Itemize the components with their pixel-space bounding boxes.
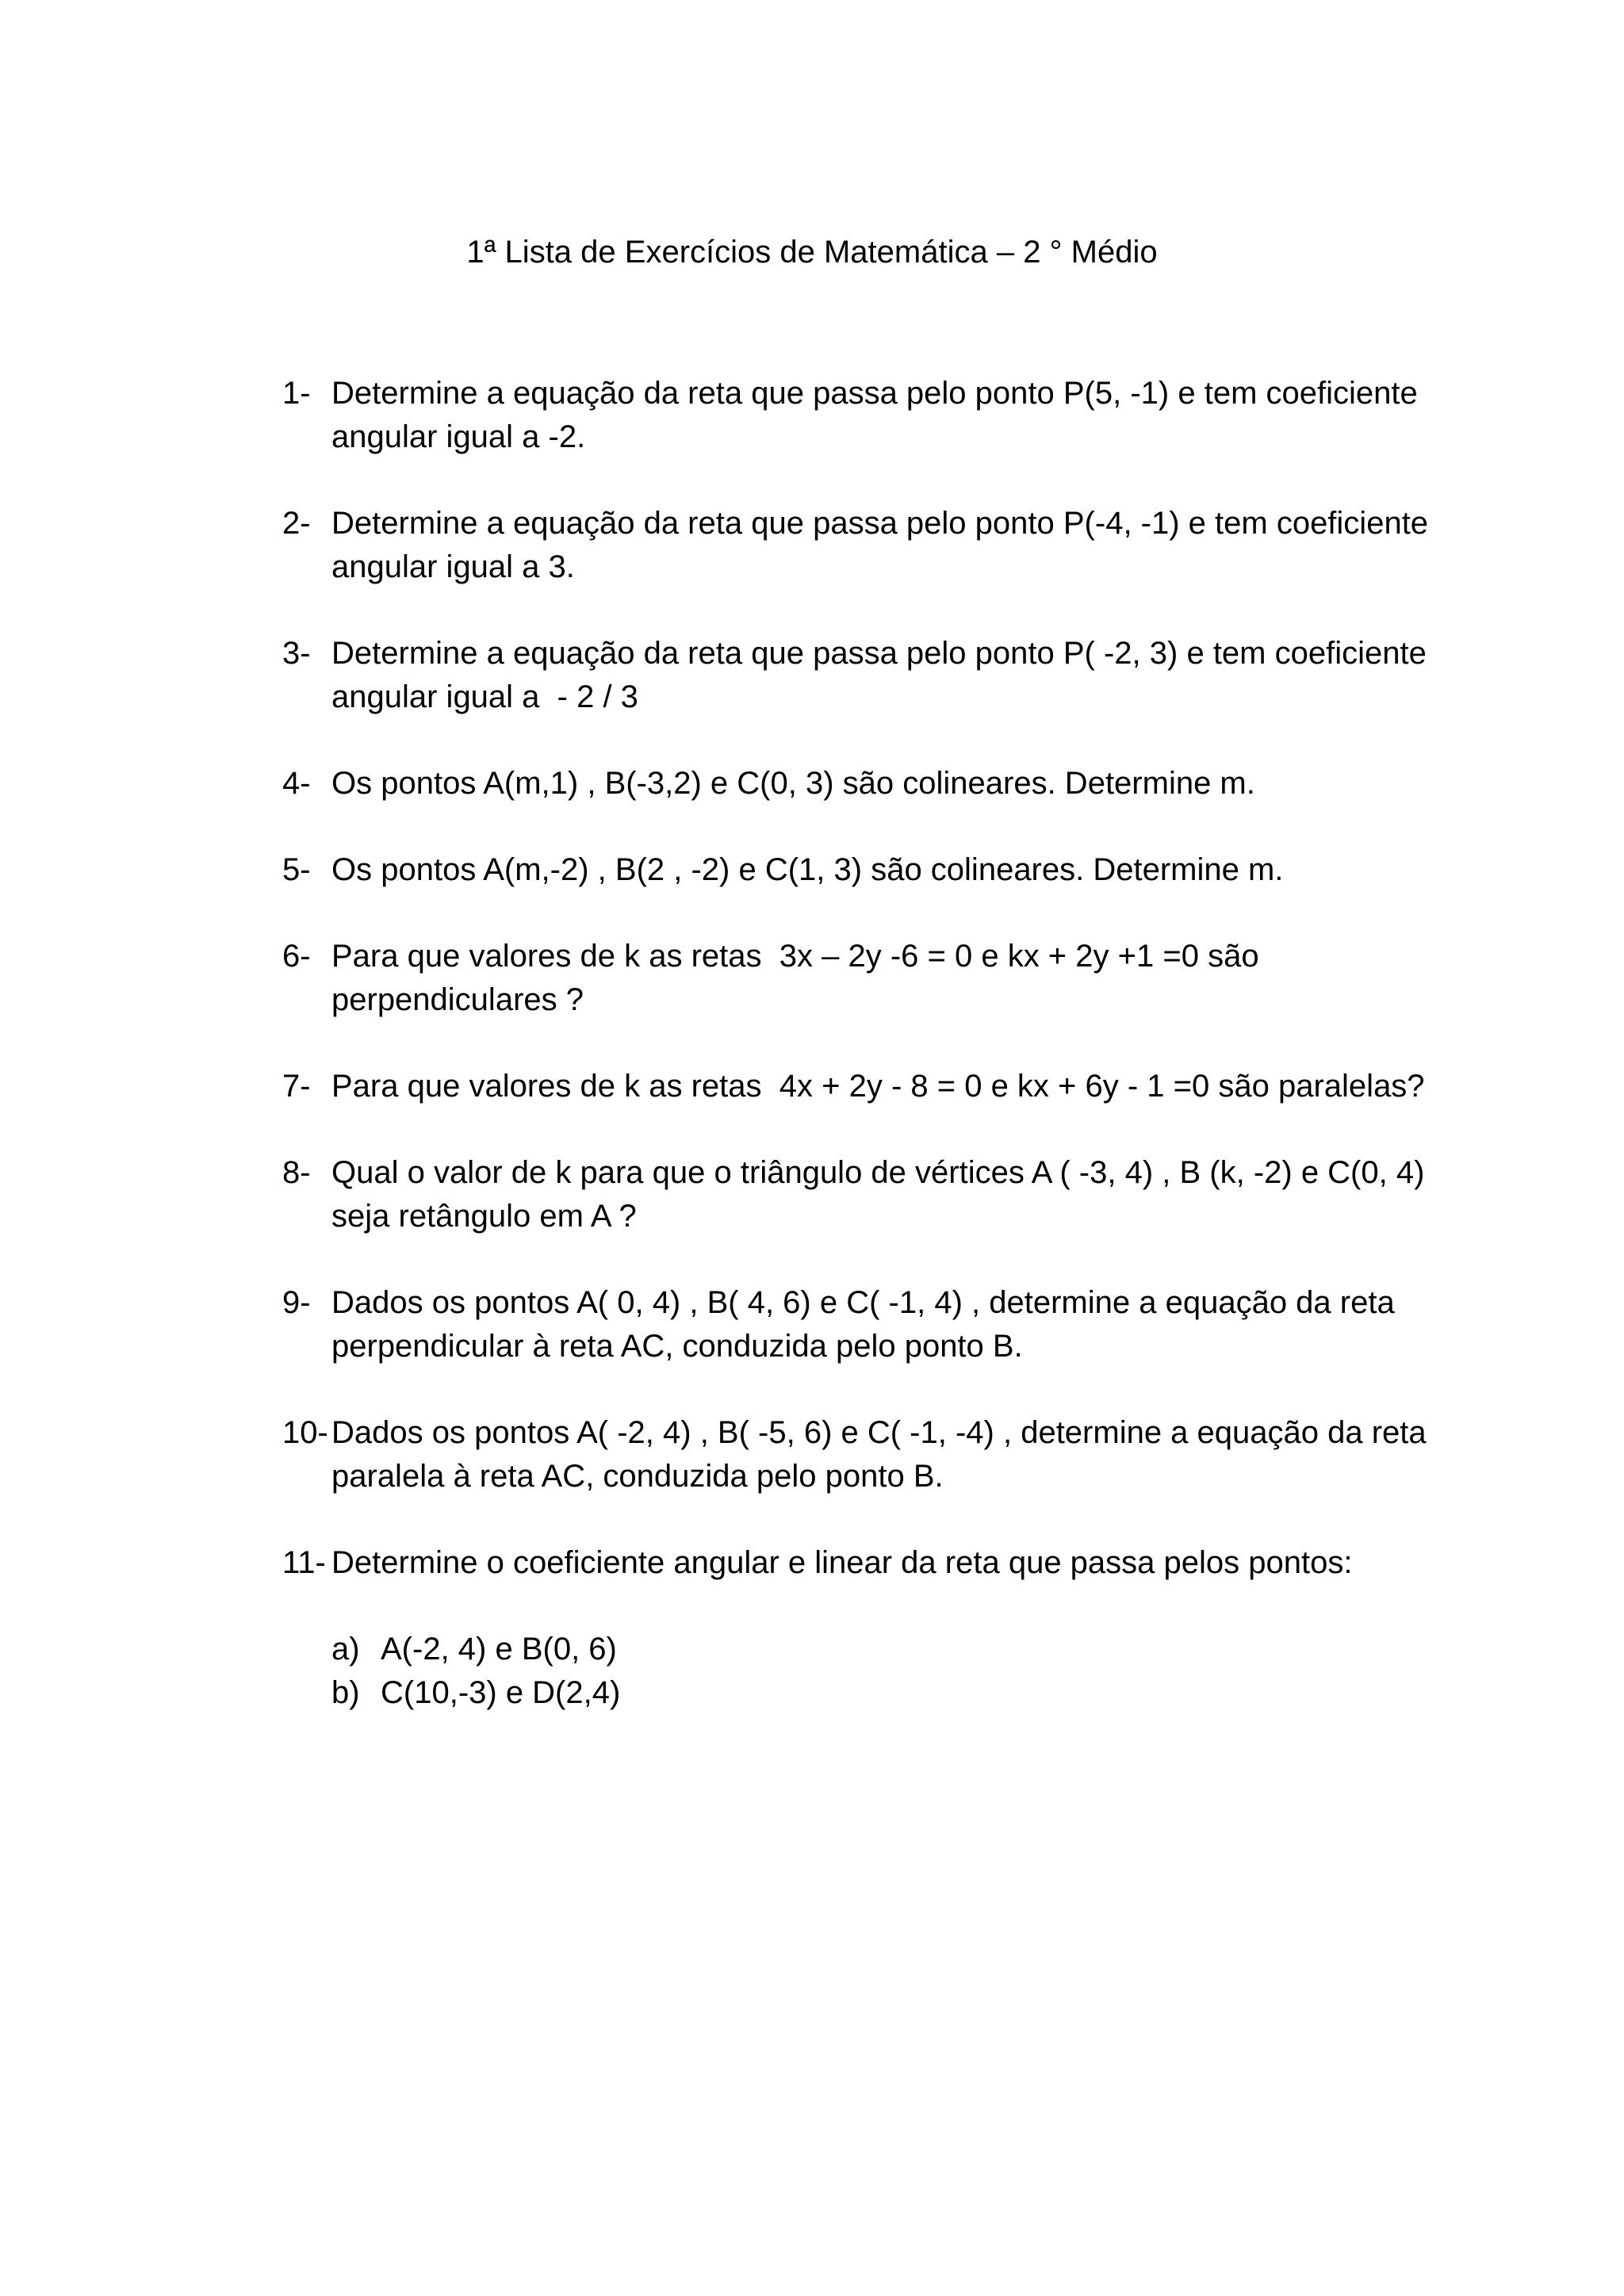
exercise-item xyxy=(282,1281,1488,1368)
exercise-text: Determine a equação da reta que passa pelo ponto P(-4, -1) e tem coeficiente angular igual a 3. xyxy=(331,506,1438,584)
exercise-number: 1- xyxy=(282,376,311,411)
sub-item-text: C(10,-3) e D(2,4) xyxy=(381,1675,621,1710)
exercise-item xyxy=(282,1151,1488,1238)
exercise-item xyxy=(282,762,1488,806)
sub-item-list xyxy=(331,1628,1488,1715)
exercise-text: Determine o coeficiente angular e linear da reta que passa pelos pontos: xyxy=(331,1545,1353,1580)
page-title: 1ª Lista de Exercícios de Matemática – 2 ° Médio xyxy=(466,235,1158,270)
exercise-item xyxy=(282,1411,1488,1498)
exercise-number: 3- xyxy=(282,636,311,671)
exercise-text: Determine a equação da reta que passa pelo ponto P(5, -1) e tem coeficiente angular igual a -2. xyxy=(331,376,1427,454)
exercise-number: 10- xyxy=(282,1415,328,1450)
exercise-text: Os pontos A(m,-2) , B(2 , -2) e C(1, 3) são colineares. Determine m. xyxy=(331,852,1284,887)
exercise-text: Determine a equação da reta que passa pelo ponto P( -2, 3) e tem coeficiente angular igual a - 2 / 3 xyxy=(331,636,1435,714)
sub-item xyxy=(331,1628,1488,1671)
exercise-number: 5- xyxy=(282,852,311,887)
exercise-text: Os pontos A(m,1) , B(-3,2) e C(0, 3) são colineares. Determine m. xyxy=(331,766,1255,801)
exercise-number: 6- xyxy=(282,939,311,974)
exercise-number: 7- xyxy=(282,1069,311,1104)
exercise-text: Para que valores de k as retas 3x – 2y -6 = 0 e kx + 2y +1 =0 são perpendiculares ? xyxy=(331,939,1268,1017)
sub-item xyxy=(331,1671,1488,1715)
exercise-number: 8- xyxy=(282,1155,311,1190)
exercise-text: Dados os pontos A( 0, 4) , B( 4, 6) e C( -1, 4) , determine a equação da reta perpendicular à reta AC, conduzida pelo ponto B. xyxy=(331,1285,1404,1364)
exercise-number: 2- xyxy=(282,506,311,541)
exercise-text: Qual o valor de k para que o triângulo de vértices A ( -3, 4) , B (k, -2) e C(0, 4) seja retângulo em A ? xyxy=(331,1155,1434,1234)
exercise-item xyxy=(282,372,1488,459)
sub-item-letter: b) xyxy=(331,1675,360,1710)
exercise-item xyxy=(282,1065,1488,1108)
exercise-item xyxy=(282,502,1488,589)
exercise-item xyxy=(282,632,1488,719)
exercise-item xyxy=(282,1541,1488,1715)
exercise-text: Para que valores de k as retas 4x + 2y - 8 = 0 e kx + 6y - 1 =0 são paralelas? xyxy=(331,1069,1425,1104)
exercise-text: Dados os pontos A( -2, 4) , B( -5, 6) e C( -1, -4) , determine a equação da reta paralela à reta AC, conduzida pelo ponto B. xyxy=(331,1415,1435,1494)
exercise-number: 4- xyxy=(282,766,311,801)
sub-item-letter: a) xyxy=(331,1632,360,1667)
exercise-number: 11- xyxy=(282,1545,326,1580)
exercise-item xyxy=(282,935,1488,1022)
exercise-list xyxy=(282,372,1488,1758)
exercise-item xyxy=(282,848,1488,892)
sub-item-text: A(-2, 4) e B(0, 6) xyxy=(381,1632,617,1667)
exercise-number: 9- xyxy=(282,1285,311,1320)
